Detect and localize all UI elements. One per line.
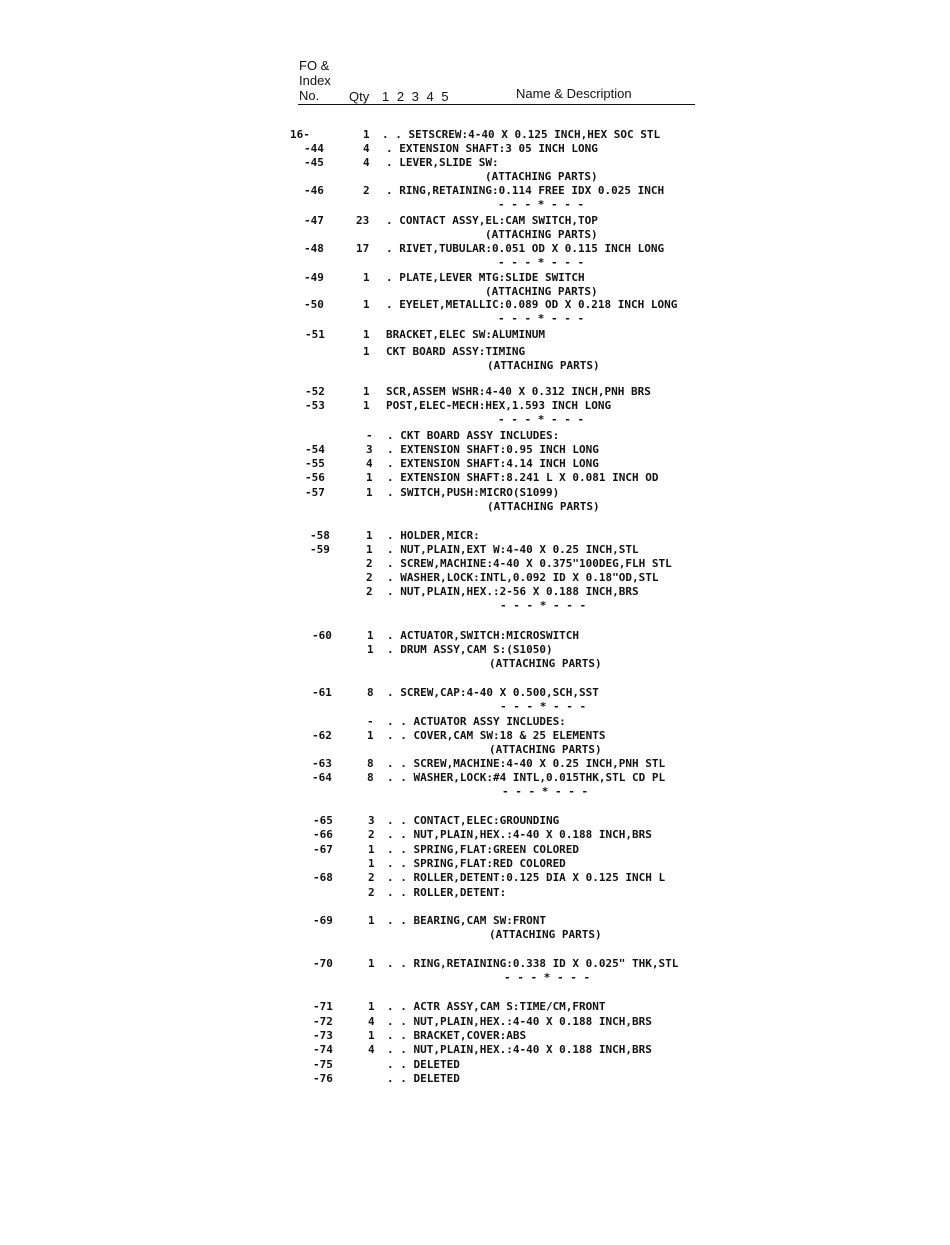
index-cell: -72 <box>313 1015 333 1028</box>
qty-cell: 17 <box>356 242 370 255</box>
index-cell: -64 <box>312 771 332 784</box>
description-cell: . NUT,PLAIN,EXT W:4-40 X 0.25 INCH,STL <box>387 543 639 556</box>
description-cell: POST,ELEC-MECH:HEX,1.593 INCH LONG <box>386 399 612 412</box>
qty-cell: 2 <box>368 871 375 884</box>
qty-cell: 1 <box>363 399 370 412</box>
qty-cell: 1 <box>363 128 370 141</box>
index-cell: -49 <box>304 271 324 284</box>
qty-cell: 2 <box>363 184 370 197</box>
qty-cell: 8 <box>367 686 374 699</box>
header-fo-index-no: FO & Index No. <box>299 58 331 103</box>
index-cell: -60 <box>312 629 332 642</box>
description-cell: . EXTENSION SHAFT:3 05 INCH LONG <box>386 142 598 155</box>
description-cell: . CONTACT ASSY,EL:CAM SWITCH,TOP <box>386 214 598 227</box>
description-cell: . HOLDER,MICR: <box>387 529 480 542</box>
qty-cell: 1 <box>363 328 370 341</box>
description-cell: (ATTACHING PARTS) <box>487 500 600 513</box>
description-cell: . . COVER,CAM SW:18 & 25 ELEMENTS <box>387 729 606 742</box>
description-cell: (ATTACHING PARTS) <box>487 359 600 372</box>
description-cell: (ATTACHING PARTS) <box>485 228 598 241</box>
qty-cell: 1 <box>366 471 373 484</box>
index-cell: -52 <box>305 385 325 398</box>
qty-cell: 1 <box>368 1029 375 1042</box>
description-cell: . . ACTR ASSY,CAM S:TIME/CM,FRONT <box>387 1000 606 1013</box>
description-cell: . . BRACKET,COVER:ABS <box>387 1029 527 1042</box>
description-cell: - - - * - - - <box>502 785 589 798</box>
description-cell: CKT BOARD ASSY:TIMING <box>386 345 526 358</box>
index-cell: -75 <box>313 1058 333 1071</box>
index-cell: -44 <box>304 142 324 155</box>
header-indent-levels: 1 2 3 4 5 <box>382 89 451 104</box>
qty-cell: 3 <box>366 443 373 456</box>
index-cell: -67 <box>313 843 333 856</box>
qty-cell: 1 <box>366 529 373 542</box>
description-cell: (ATTACHING PARTS) <box>485 285 598 298</box>
qty-cell: 3 <box>368 814 375 827</box>
index-cell: -66 <box>313 828 333 841</box>
qty-cell: 1 <box>363 298 370 311</box>
index-cell: -68 <box>313 871 333 884</box>
index-cell: -76 <box>313 1072 333 1085</box>
qty-cell: 8 <box>367 757 374 770</box>
description-cell: . . ACTUATOR ASSY INCLUDES: <box>387 715 566 728</box>
description-cell: . PLATE,LEVER MTG:SLIDE SWITCH <box>386 271 585 284</box>
description-cell: (ATTACHING PARTS) <box>485 170 598 183</box>
qty-cell: 1 <box>368 957 375 970</box>
description-cell: . . SPRING,FLAT:RED COLORED <box>387 857 566 870</box>
description-cell: . . DELETED <box>387 1058 460 1071</box>
index-cell: -74 <box>313 1043 333 1056</box>
description-cell: . . NUT,PLAIN,HEX.:4-40 X 0.188 INCH,BRS <box>387 1015 652 1028</box>
qty-cell: 1 <box>366 486 373 499</box>
header-rule <box>298 104 695 105</box>
index-cell: -53 <box>305 399 325 412</box>
qty-cell: 23 <box>356 214 370 227</box>
qty-cell: 4 <box>363 142 370 155</box>
qty-cell: - <box>366 429 373 442</box>
description-cell: . . WASHER,LOCK:#4 INTL,0.015THK,STL CD PL <box>387 771 666 784</box>
description-cell: . RING,RETAINING:0.114 FREE IDX 0.025 INCH <box>386 184 665 197</box>
qty-cell: 2 <box>366 585 373 598</box>
description-cell: . . NUT,PLAIN,HEX.:4-40 X 0.188 INCH,BRS <box>387 1043 652 1056</box>
description-cell: . . CONTACT,ELEC:GROUNDING <box>387 814 560 827</box>
index-cell: 16- <box>290 128 310 141</box>
description-cell: (ATTACHING PARTS) <box>489 657 602 670</box>
index-cell: -54 <box>305 443 325 456</box>
description-cell: - - - * - - - <box>498 198 585 211</box>
description-cell: . . ROLLER,DETENT:0.125 DIA X 0.125 INCH L <box>387 871 666 884</box>
qty-cell: 1 <box>363 385 370 398</box>
index-cell: -55 <box>305 457 325 470</box>
description-cell: . EXTENSION SHAFT:8.241 L X 0.081 INCH OD <box>387 471 659 484</box>
description-cell: . ACTUATOR,SWITCH:MICROSWITCH <box>387 629 580 642</box>
qty-cell: 2 <box>366 557 373 570</box>
description-cell: . . SPRING,FLAT:GREEN COLORED <box>387 843 580 856</box>
qty-cell: 1 <box>363 271 370 284</box>
index-cell: -56 <box>305 471 325 484</box>
qty-cell: 1 <box>368 857 375 870</box>
description-cell: (ATTACHING PARTS) <box>489 928 602 941</box>
description-cell: . SCREW,CAP:4-40 X 0.500,SCH,SST <box>387 686 599 699</box>
index-cell: -57 <box>305 486 325 499</box>
description-cell: - - - * - - - <box>498 312 585 325</box>
qty-cell: 1 <box>368 1000 375 1013</box>
description-cell: . . SCREW,MACHINE:4-40 X 0.25 INCH,PNH STL <box>387 757 666 770</box>
description-cell: . SCREW,MACHINE:4-40 X 0.375"100DEG,FLH STL <box>387 557 672 570</box>
description-cell: BRACKET,ELEC SW:ALUMINUM <box>386 328 545 341</box>
description-cell: . EXTENSION SHAFT:4.14 INCH LONG <box>387 457 599 470</box>
description-cell: (ATTACHING PARTS) <box>489 743 602 756</box>
description-cell: . CKT BOARD ASSY INCLUDES: <box>387 429 560 442</box>
qty-cell: 1 <box>363 345 370 358</box>
qty-cell: 1 <box>367 729 374 742</box>
qty-cell: 1 <box>366 543 373 556</box>
description-cell: . SWITCH,PUSH:MICRO(S1099) <box>387 486 560 499</box>
description-cell: . EYELET,METALLIC:0.089 OD X 0.218 INCH LONG <box>386 298 678 311</box>
description-cell: . NUT,PLAIN,HEX.:2-56 X 0.188 INCH,BRS <box>387 585 639 598</box>
description-cell: . . NUT,PLAIN,HEX.:4-40 X 0.188 INCH,BRS <box>387 828 652 841</box>
description-cell: . . RING,RETAINING:0.338 ID X 0.025" THK,STL <box>387 957 679 970</box>
qty-cell: 1 <box>367 629 374 642</box>
description-cell: - - - * - - - <box>500 700 587 713</box>
index-cell: -69 <box>313 914 333 927</box>
qty-cell: 1 <box>368 914 375 927</box>
qty-cell: 2 <box>368 828 375 841</box>
description-cell: . . DELETED <box>387 1072 460 1085</box>
description-cell: . . ROLLER,DETENT: <box>387 886 507 899</box>
index-cell: -45 <box>304 156 324 169</box>
qty-cell: 4 <box>366 457 373 470</box>
index-cell: -70 <box>313 957 333 970</box>
qty-cell: 4 <box>368 1043 375 1056</box>
header-name-description: Name & Description <box>516 86 632 101</box>
index-cell: -62 <box>312 729 332 742</box>
description-cell: . RIVET,TUBULAR:0.051 OD X 0.115 INCH LONG <box>386 242 665 255</box>
description-cell: SCR,ASSEM WSHR:4-40 X 0.312 INCH,PNH BRS <box>386 385 651 398</box>
index-cell: -58 <box>310 529 330 542</box>
description-cell: - - - * - - - <box>498 413 585 426</box>
qty-cell: 1 <box>367 643 374 656</box>
description-cell: . DRUM ASSY,CAM S:(S1050) <box>387 643 553 656</box>
qty-cell: 2 <box>366 571 373 584</box>
qty-cell: 1 <box>368 843 375 856</box>
header-qty: Qty <box>349 89 370 104</box>
index-cell: -65 <box>313 814 333 827</box>
qty-cell: - <box>367 715 374 728</box>
index-cell: -47 <box>304 214 324 227</box>
index-cell: -48 <box>304 242 324 255</box>
description-cell: . LEVER,SLIDE SW: <box>386 156 499 169</box>
description-cell: . EXTENSION SHAFT:0.95 INCH LONG <box>387 443 599 456</box>
description-cell: - - - * - - - <box>500 599 587 612</box>
description-cell: . WASHER,LOCK:INTL,0.092 ID X 0.18"OD,STL <box>387 571 659 584</box>
index-cell: -63 <box>312 757 332 770</box>
index-cell: -46 <box>304 184 324 197</box>
description-cell: - - - * - - - <box>504 971 591 984</box>
qty-cell: 4 <box>363 156 370 169</box>
description-cell: . . BEARING,CAM SW:FRONT <box>387 914 546 927</box>
index-cell: -61 <box>312 686 332 699</box>
index-cell: -50 <box>304 298 324 311</box>
qty-cell: 4 <box>368 1015 375 1028</box>
description-cell: - - - * - - - <box>498 256 585 269</box>
index-cell: -59 <box>310 543 330 556</box>
qty-cell: 2 <box>368 886 375 899</box>
index-cell: -51 <box>305 328 325 341</box>
qty-cell: 8 <box>367 771 374 784</box>
index-cell: -71 <box>313 1000 333 1013</box>
description-cell: . . SETSCREW:4-40 X 0.125 INCH,HEX SOC STL <box>382 128 661 141</box>
index-cell: -73 <box>313 1029 333 1042</box>
